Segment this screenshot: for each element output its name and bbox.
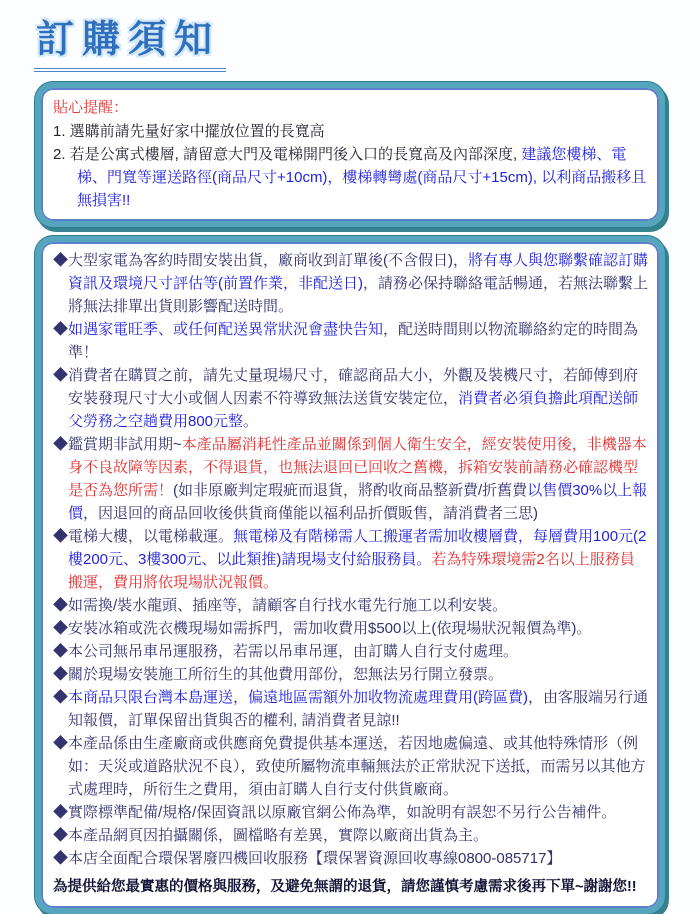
footer-note: 為提供給您最實惠的價格與服務，及避免無謂的退貨，請您謹慎考慮需求後再下單~謝謝您!! bbox=[53, 879, 637, 895]
page-title: 訂購須知 bbox=[34, 6, 226, 72]
notice-bullet bbox=[53, 801, 649, 824]
text-segment: ◆實際標準配備/規格/保固資訊以原廠官網公佈為準，如說明有誤恕不另行公告補件。 bbox=[53, 804, 617, 821]
text-segment: ◆消費者在購買之前，請先丈量現場尺寸，確認商品大小，外觀及裝機尺寸，若師傅到府安裝發現尺寸大小或個人因素不符導致無法送貨安裝定位， bbox=[53, 367, 639, 407]
page-title-wrap bbox=[34, 6, 226, 72]
text-segment: 本產品屬消耗性產品並關係到個人衛生安全，經安裝使用後，非機器本身不良故障等因素，不得退貨，也無法退回已回收之舊機，拆箱安裝前請務必確認機型是否為您所需！ bbox=[68, 436, 647, 499]
notice-bullet bbox=[53, 686, 649, 732]
text-segment: (如非原廠判定瑕疵而退貨，將酌收商品整新費/折舊費 bbox=[173, 482, 528, 499]
notice-bullet bbox=[53, 594, 649, 617]
text-segment: ◆本產品係由生產廠商或供應商免費提供基本運送，若因地處偏遠、或其他特殊情形（例如：天災或道路狀況不良），致使所屬物流車輛無法於正常狀況下送抵，而需另以其他方式處理時，所衍生之費用，須由訂購人自行支付供貨廠商。 bbox=[53, 735, 646, 798]
reminder-list bbox=[53, 120, 647, 212]
notice-bullet bbox=[53, 249, 649, 318]
text-segment: ◆關於現場安裝施工所衍生的其他費用部份，恕無法另行開立發票。 bbox=[53, 666, 504, 683]
text-segment: 將有專人與您聯繫確認訂購資訊及環境尺寸評估等(前置作業，非配送日) bbox=[68, 252, 649, 292]
notice-bullet bbox=[53, 318, 649, 364]
reminder-item bbox=[53, 120, 647, 143]
text-segment: ◆本公司無吊車吊運服務，若需以吊車吊運，由訂購人自行支付處理。 bbox=[53, 643, 519, 660]
notice-bullet bbox=[53, 732, 649, 801]
notice-box bbox=[35, 236, 665, 914]
text-segment: 若為特殊環境需2名以上服務員搬運，費用將依現場狀況報價。 bbox=[68, 551, 635, 591]
notice-bullet bbox=[53, 617, 649, 640]
text-segment: ◆如需換/裝水龍頭、插座等，請顧客自行找水電先行施工以利安裝。 bbox=[53, 597, 508, 614]
text-segment: ◆本店全面配合環保署廢四機回收服務【環保署資源回收專線0800-085717】 bbox=[53, 850, 562, 867]
text-segment: 消費者必須負擔此項配送師父勞務之空趟費用800元整。 bbox=[68, 390, 639, 430]
text-segment: 本商品只限台灣本島運送，偏遠地區需額外加收物流處理費用(跨區費) bbox=[68, 689, 529, 706]
text-segment: 無電梯及有階梯需人工搬運者需加收樓層費，每層費用100元(2樓200元、3樓300元、以此類推)請現場支付給服務員。 bbox=[68, 528, 647, 568]
text-segment: 如遇家電旺季、或任何配送異常狀況會盡快告知 bbox=[68, 321, 384, 338]
reminder-box bbox=[35, 82, 665, 227]
text-segment: 建議您樓梯、電梯、門寬等運送路徑(商品尺寸+10cm)，樓梯轉彎處(商品尺寸+15cm), 以利商品搬移且無損害!! bbox=[77, 146, 647, 209]
notice-bullet bbox=[53, 364, 649, 433]
text-segment: ，配送時間則以物流聯絡約定的時間為準！ bbox=[68, 321, 639, 361]
text-segment: 1. 選購前請先量好家中擺放位置的長寬高 bbox=[53, 123, 325, 140]
text-segment: 以售價30%以上報價， bbox=[68, 482, 648, 522]
text-segment: ◆ bbox=[53, 689, 69, 706]
text-segment: ◆鑑賞期非試用期~ bbox=[53, 436, 182, 453]
notice-bullet bbox=[53, 663, 649, 686]
text-segment: 2. 若是公寓式樓層, 請留意大門及電梯開門後入口的長寬高及內部深度, bbox=[53, 146, 522, 163]
reminder-item bbox=[53, 143, 647, 212]
notice-bullet bbox=[53, 640, 649, 663]
reminder-heading: 貼心提醒： bbox=[53, 99, 129, 116]
text-segment: ◆本產品網頁因拍攝關係，圖檔略有差異，實際以廠商出貨為主。 bbox=[53, 827, 489, 844]
notice-bullet bbox=[53, 433, 649, 525]
text-segment: 因退回的商品回收後供貨商僅能以福利品折價販售，請消費者三思) bbox=[98, 505, 539, 522]
notice-bullet-list bbox=[53, 249, 649, 870]
notice-bullet bbox=[53, 847, 649, 870]
text-segment: ◆大型家電為客約時間安裝出貨，廠商收到訂單後(不含假日)， bbox=[53, 252, 468, 269]
text-segment: ，請務必保持聯絡電話暢通，若無法聯繫上將無法排單出貨則影響配送時間。 bbox=[68, 275, 649, 315]
text-segment: ◆ bbox=[53, 321, 69, 338]
text-segment: ◆電梯大樓，以電梯載運。 bbox=[53, 528, 234, 545]
notice-bullet bbox=[53, 824, 649, 847]
notice-bullet bbox=[53, 525, 649, 594]
text-segment: ◆安裝冰箱或洗衣機現場如需拆門，需加收費用$500以上(依現場狀況報價為準)。 bbox=[53, 620, 592, 637]
text-segment: ，由客服端另行通知報價，訂單保留出貨與否的權利, 請消費者見諒!! bbox=[68, 689, 649, 729]
